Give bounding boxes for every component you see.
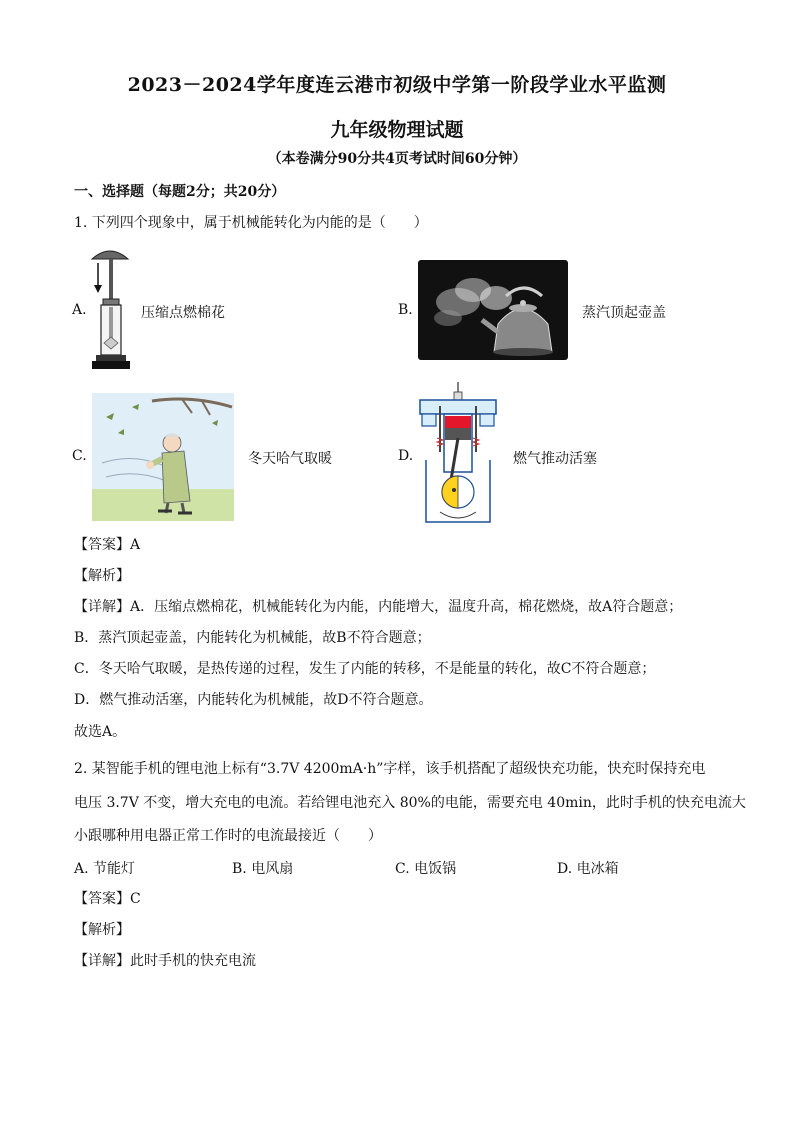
page-title: 2023－2024学年度连云港市初级中学第一阶段学业水平监测 (127, 74, 667, 96)
q1-detail-line-4: D．燃气推动活塞，内能转化为机械能，故D不符合题意。 (74, 692, 433, 708)
q2-detail-label: 【详解】 (74, 953, 130, 969)
q1-option-d-text: 燃气推动活塞 (513, 451, 597, 467)
engine-diagram-icon (418, 382, 498, 528)
q1-detail-line-1: 【详解】A．压缩点燃棉花，机械能转化为内能，内能增大，温度升高，棉花燃烧，故A符合题意； (74, 599, 683, 615)
q1-option-b-text: 蒸汽顶起壶盖 (582, 305, 666, 321)
q1-stem: 1. 下列四个现象中，属于机械能转化为内能的是（ ） (74, 215, 428, 231)
q1-option-d-letter: D. (398, 448, 414, 464)
exam-note: （本卷满分90分共4页考试时间60分钟） (267, 151, 527, 167)
q1-detail-label: 【详解】 (74, 599, 130, 615)
q1-answer: 【答案】A (74, 537, 141, 553)
q2-stem-line-1: 2. 某智能手机的锂电池上标有“3.7V 4200mA·h”字样，该手机搭配了超级快充功能，快充时保持充电 (74, 761, 706, 777)
q2-option-b: B. 电风扇 (232, 861, 294, 877)
q1-detail-line-2: B．蒸汽顶起壶盖，内能转化为机械能，故B不符合题意； (74, 630, 431, 646)
q1-option-a-text: 压缩点燃棉花 (141, 305, 225, 321)
section-heading: 一、选择题（每题2分；共20分） (74, 184, 286, 200)
kettle-steam-image (418, 260, 568, 360)
q2-option-d: D. 电冰箱 (557, 861, 619, 877)
page-subtitle: 九年级物理试题 (330, 119, 464, 141)
q1-option-c-text: 冬天哈气取暖 (248, 451, 332, 467)
q1-option-a-letter: A. (72, 302, 87, 318)
q2-detail-line-1: 【详解】此时手机的快充电流 (74, 953, 256, 969)
q1-conclusion: 故选A。 (74, 724, 127, 740)
q2-stem-line-3: 小跟哪种用电器正常工作时的电流最接近（ ） (74, 828, 382, 844)
q2-answer: 【答案】C (74, 891, 141, 907)
q2-stem-line-2: 电压 3.7V 不变，增大充电的电流。若给锂电池充入 80%的电能，需要充电 40min，此时手机的快充电流大 (74, 795, 746, 811)
old-man-wind-image (92, 393, 234, 521)
q2-analysis-label: 【解析】 (74, 922, 130, 938)
q1-option-c-letter: C. (72, 448, 87, 464)
q1-detail-line-3: C．冬天哈气取暖，是热传递的过程，发生了内能的转移，不是能量的转化，故C不符合题意； (74, 661, 656, 677)
q1-option-b-letter: B. (398, 302, 413, 318)
q2-option-a: A. 节能灯 (74, 861, 136, 877)
piston-tube-icon (86, 245, 136, 373)
q1-analysis-label: 【解析】 (74, 568, 130, 584)
q2-option-c: C. 电饭锅 (395, 861, 457, 877)
